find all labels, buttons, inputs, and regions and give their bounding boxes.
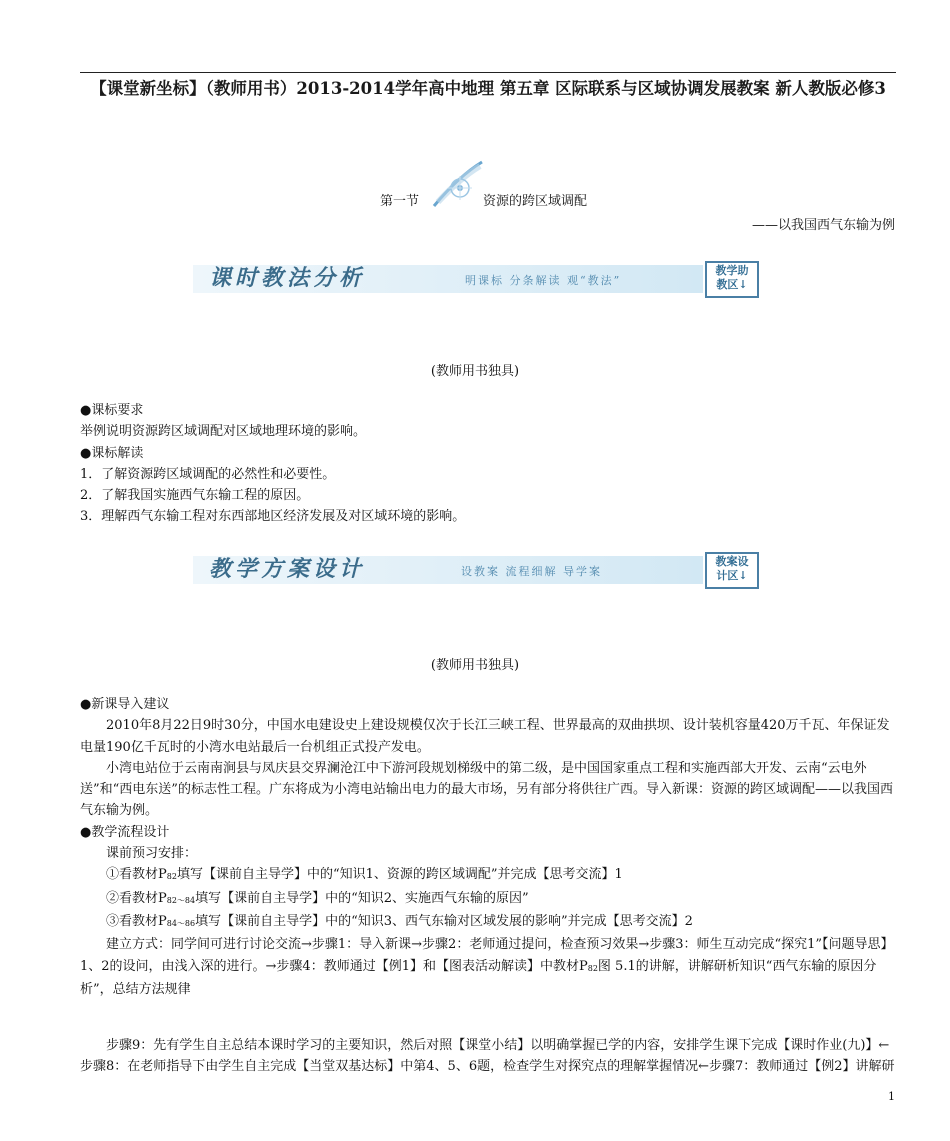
banner-lesson-analysis [193, 261, 759, 297]
banner-tag [705, 261, 759, 298]
teacher-note: (教师用书独具) [430, 658, 520, 673]
standards-item: 1．了解资源跨区域调配的必然性和必要性。 [80, 466, 336, 482]
intro-paragraph: 小湾电站位于云南南涧县与凤庆县交界澜沧江中下游河段规划梯级中的第二级，是中国国家重点工程和实施西部大开发、云南“云电外送”和“西电东送”的标志性工程。广东将成为小湾电站输出电力的最大市场，另有部分将供往广西。导入新课：资源的跨区域调配——以我国西气东输为例。 [80, 760, 893, 819]
flow-heading: ●教学流程设计 [80, 824, 170, 840]
document-title: 【课堂新坐标】（教师用书）2013-2014学年高中地理 第五章 区际联系与区域协调发展教案 新人教版必修3 [90, 79, 886, 98]
intro-paragraph: 2010年8月22日9时30分，中国水电建设史上建设规模仅次于长江三峡工程、世界最高的双曲拱坝、设计装机容量420万千瓦、年保证发电量190亿千瓦时的小湾水电站最后一台机组正式投产发电。 [80, 718, 890, 755]
banner-tag-line1: 教案设 [715, 555, 749, 568]
banner-title: 课时教法分析 [209, 265, 366, 291]
flow-method: 建立方式：同学间可进行讨论交流→步骤1：导入新课→步骤2：老师通过提问，检查预习效果→步骤3：师生互动完成“探究1”【问题导思】1、2的设问，由浅入深的进行。→步骤4：教师通过【例1】和【图表活动解读】中教材P82图 5.1的讲解，讲解研析知识“西气东输的原因分析”，总结方法规律 [80, 937, 894, 997]
section-name: 资源的跨区域调配 [483, 194, 588, 209]
standards-item: 2．了解我国实施西气东输工程的原因。 [80, 488, 310, 504]
page-number: 1 [888, 1090, 895, 1103]
standards-interp-heading: ●课标解读 [80, 445, 144, 461]
lesson-intro [80, 694, 900, 1000]
banner-tag-line1: 教学助 [715, 264, 749, 277]
teacher-note: (教师用书独具) [430, 364, 520, 379]
banner-tag-line2: 教区↓ [716, 278, 748, 291]
section-number: 第一节 [380, 194, 420, 209]
banner-tag-line2: 计区↓ [716, 569, 748, 582]
flow-steps-paragraph: 步骤9：先有学生自主总结本课时学习的主要知识，然后对照【课堂小结】以明确掌握已学的内容，安排学生课下完成【课时作业(九)】←步骤8：在老师指导下由学生自主完成【当堂双基达标】中第4、5、6题，检查学生对探究点的理解掌握情况←步骤7：教师通过【例2】讲解研 [80, 1038, 895, 1075]
banner-slogan: 设教案 流程细解 导学案 [461, 565, 602, 578]
curriculum-standards [80, 400, 900, 528]
banner-tag [705, 552, 759, 589]
banner-teaching-plan [193, 552, 759, 588]
section-subtitle: ——以我国西气东输为例 [751, 218, 895, 233]
flow-step: ②看教材P82～84填写【课前自主导学】中的“知识2、实施西气东输的原因” [106, 890, 529, 906]
header-rule [80, 72, 896, 73]
flow-steps-tail [80, 1035, 900, 1078]
banner-title: 教学方案设计 [209, 556, 366, 582]
flow-step: ③看教材P84～86填写【课前自主导学】中的“知识3、西气东输对区域发展的影响”并完成【思考交流】2 [106, 913, 693, 929]
flow-step: ①看教材P82填写【课前自主导学】中的“知识1、资源的跨区域调配”并完成【思考交流】1 [106, 867, 623, 883]
standards-req-text: 举例说明资源跨区域调配对区域地理环境的影响。 [80, 424, 367, 440]
banner-slogan: 明课标 分条解读 观“教法” [465, 274, 622, 287]
standards-item: 3．理解西气东输工程对东西部地区经济发展及对区域环境的影响。 [80, 509, 466, 525]
flow-prep-label: 课前预习安排： [106, 846, 198, 862]
standards-req-heading: ●课标要求 [80, 403, 144, 418]
intro-heading: ●新课导入建议 [80, 697, 170, 712]
